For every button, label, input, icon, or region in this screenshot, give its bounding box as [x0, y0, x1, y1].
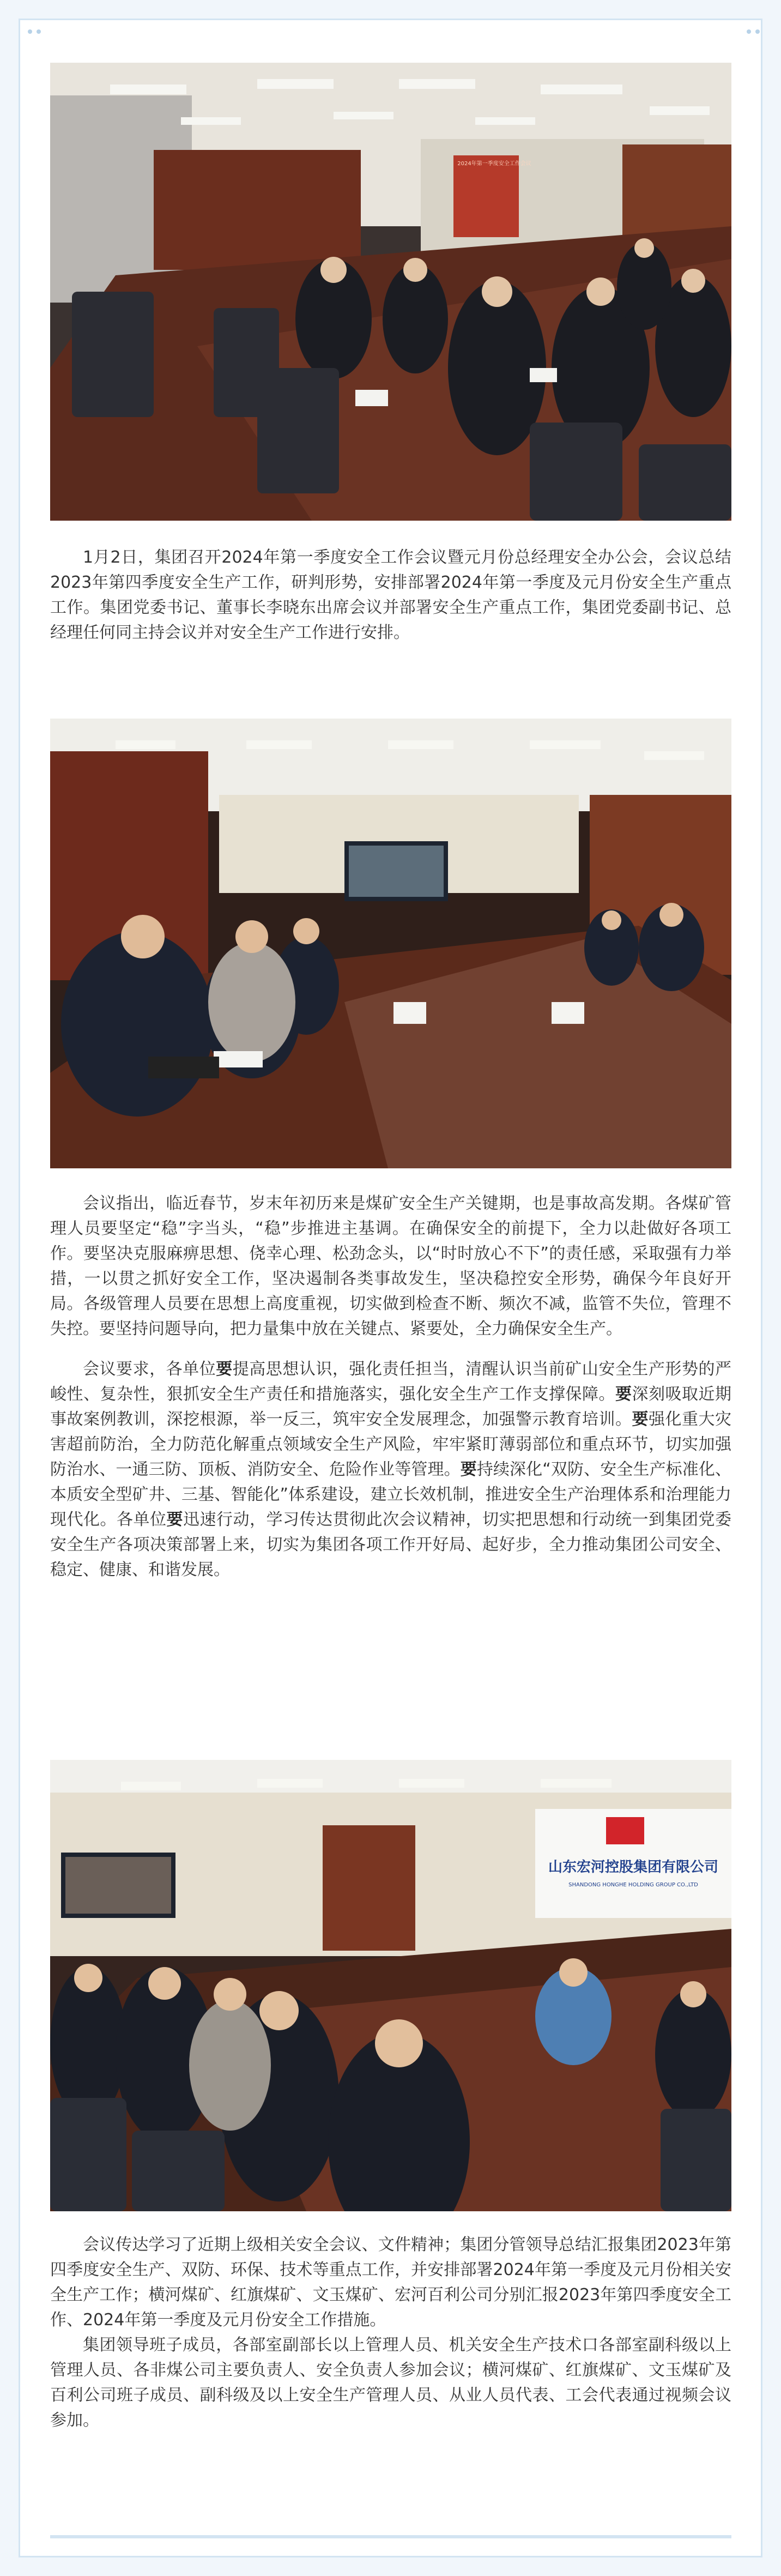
meeting-photo-1 — [50, 63, 731, 521]
p3-emphasis: 要 — [615, 1385, 632, 1404]
p3-text: 会议要求，各单位 — [83, 1360, 216, 1379]
svg-text:山东宏河控股集团有限公司: 山东宏河控股集团有限公司 — [548, 1859, 719, 1875]
p3-emphasis: 要 — [216, 1360, 233, 1379]
meeting-photo-3 — [50, 1760, 731, 2211]
paragraph-3 — [50, 1357, 731, 1583]
decor-dots-right — [731, 26, 764, 31]
p3-emphasis: 要 — [166, 1510, 183, 1529]
article-text-2 — [50, 1191, 731, 1598]
p3-text: 持续深化“双防、安全生产标准化、本质安全型矿井、三基、智能化”体系建设，建立长效机制，推进安全生产治理体系和治理能力现代化。各单位 — [50, 1460, 731, 1529]
svg-text:SHANDONG HONGHE HOLDING GROUP: SHANDONG HONGHE HOLDING GROUP CO.,LTD — [568, 1882, 698, 1888]
decor-dots-left — [28, 26, 60, 31]
p3-text: 迅速行动，学习传达贯彻此次会议精神，切实把思想和行动统一到集团党委安全生产各项决策部署上来，切实为集团各项工作开好局、起好步，全力推动集团公司安全、稳定、健康、和谐发展。 — [50, 1510, 731, 1579]
p3-emphasis: 要 — [460, 1460, 477, 1479]
p3-text: 强化重大灾害超前防治，全力防范化解重点领域安全生产风险，牢牢紧盯薄弱部位和重点环节，切实加强防治水、一通三防、顶板、消防安全、危险作业等管理。 — [50, 1410, 731, 1479]
paragraph-4: 会议传达学习了近期上级相关安全会议、文件精神；集团分管领导总结汇报集团2023年第四季度安全生产、双防、环保、技术等重点工作，并安排部署2024年第一季度及元月份相关安全生产工作；横河煤矿、红旗煤矿、文玉煤矿、宏河百利公司分别汇报2023年第四季度安全工作、2024年第一季度及元月份安全工作措施。 — [50, 2235, 731, 2330]
paragraph-2: 会议指出，临近春节，岁末年初历来是煤矿安全生产关键期，也是事故高发期。各煤矿管理人员要坚定“稳”字当头，“稳”步推进主基调。在确保安全的前提下，全力以赴做好各项工作。要坚决克服麻痹思想、侥幸心理、松劲念头，以“时时放心不下”的责任感，采取强有力举措，一以贯之抓好安全工作，坚决遏制各类事故发生，坚决稳控安全形势，确保今年良好开局。各级管理人员要在思想上高度重视，切实做到检查不断、频次不减，监管不失位，管理不失控。要坚持问题导向，把力量集中放在关键点、紧要处，全力确保安全生产。 — [50, 1194, 731, 1338]
svg-text:2024年第一季度安全工作会议: 2024年第一季度安全工作会议 — [457, 161, 531, 167]
p3-text: 提高思想认识，强化责任担当，清醒认识当前矿山安全生产形势的严峻性、复杂性，狠抓安全生产责任和措施落实，强化安全生产工作支撑保障。 — [50, 1360, 732, 1404]
paragraph-1: 1月2日，集团召开2024年第一季度安全工作会议暨元月份总经理安全办公会，会议总结2023年第四季度安全生产工作，研判形势，安排部署2024年第一季度及元月份安全生产重点工作。集团党委书记、董事长李晓东出席会议并部署安全生产重点工作，集团党委副书记、总经理任何同主持会议并对安全生产工作进行安排。 — [50, 548, 731, 642]
article-text-1 — [50, 545, 731, 661]
p3-text: 深刻吸取近期事故案例教训，深挖根源，举一反三，筑牢安全发展理念，加强警示教育培训。 — [50, 1385, 731, 1429]
meeting-photo-2 — [50, 719, 731, 1168]
bottom-divider — [50, 2535, 731, 2538]
p3-emphasis: 要 — [632, 1410, 649, 1429]
paragraph-5: 集团领导班子成员，各部室副部长以上管理人员、机关安全生产技术口各部室副科级以上管理人员、各非煤公司主要负责人、安全负责人参加会议；横河煤矿、红旗煤矿、文玉煤矿及百利公司班子成员、副科级及以上安全生产管理人员、从业人员代表、工会代表通过视频会议参加。 — [50, 2336, 731, 2430]
article-text-3 — [50, 2233, 731, 2448]
